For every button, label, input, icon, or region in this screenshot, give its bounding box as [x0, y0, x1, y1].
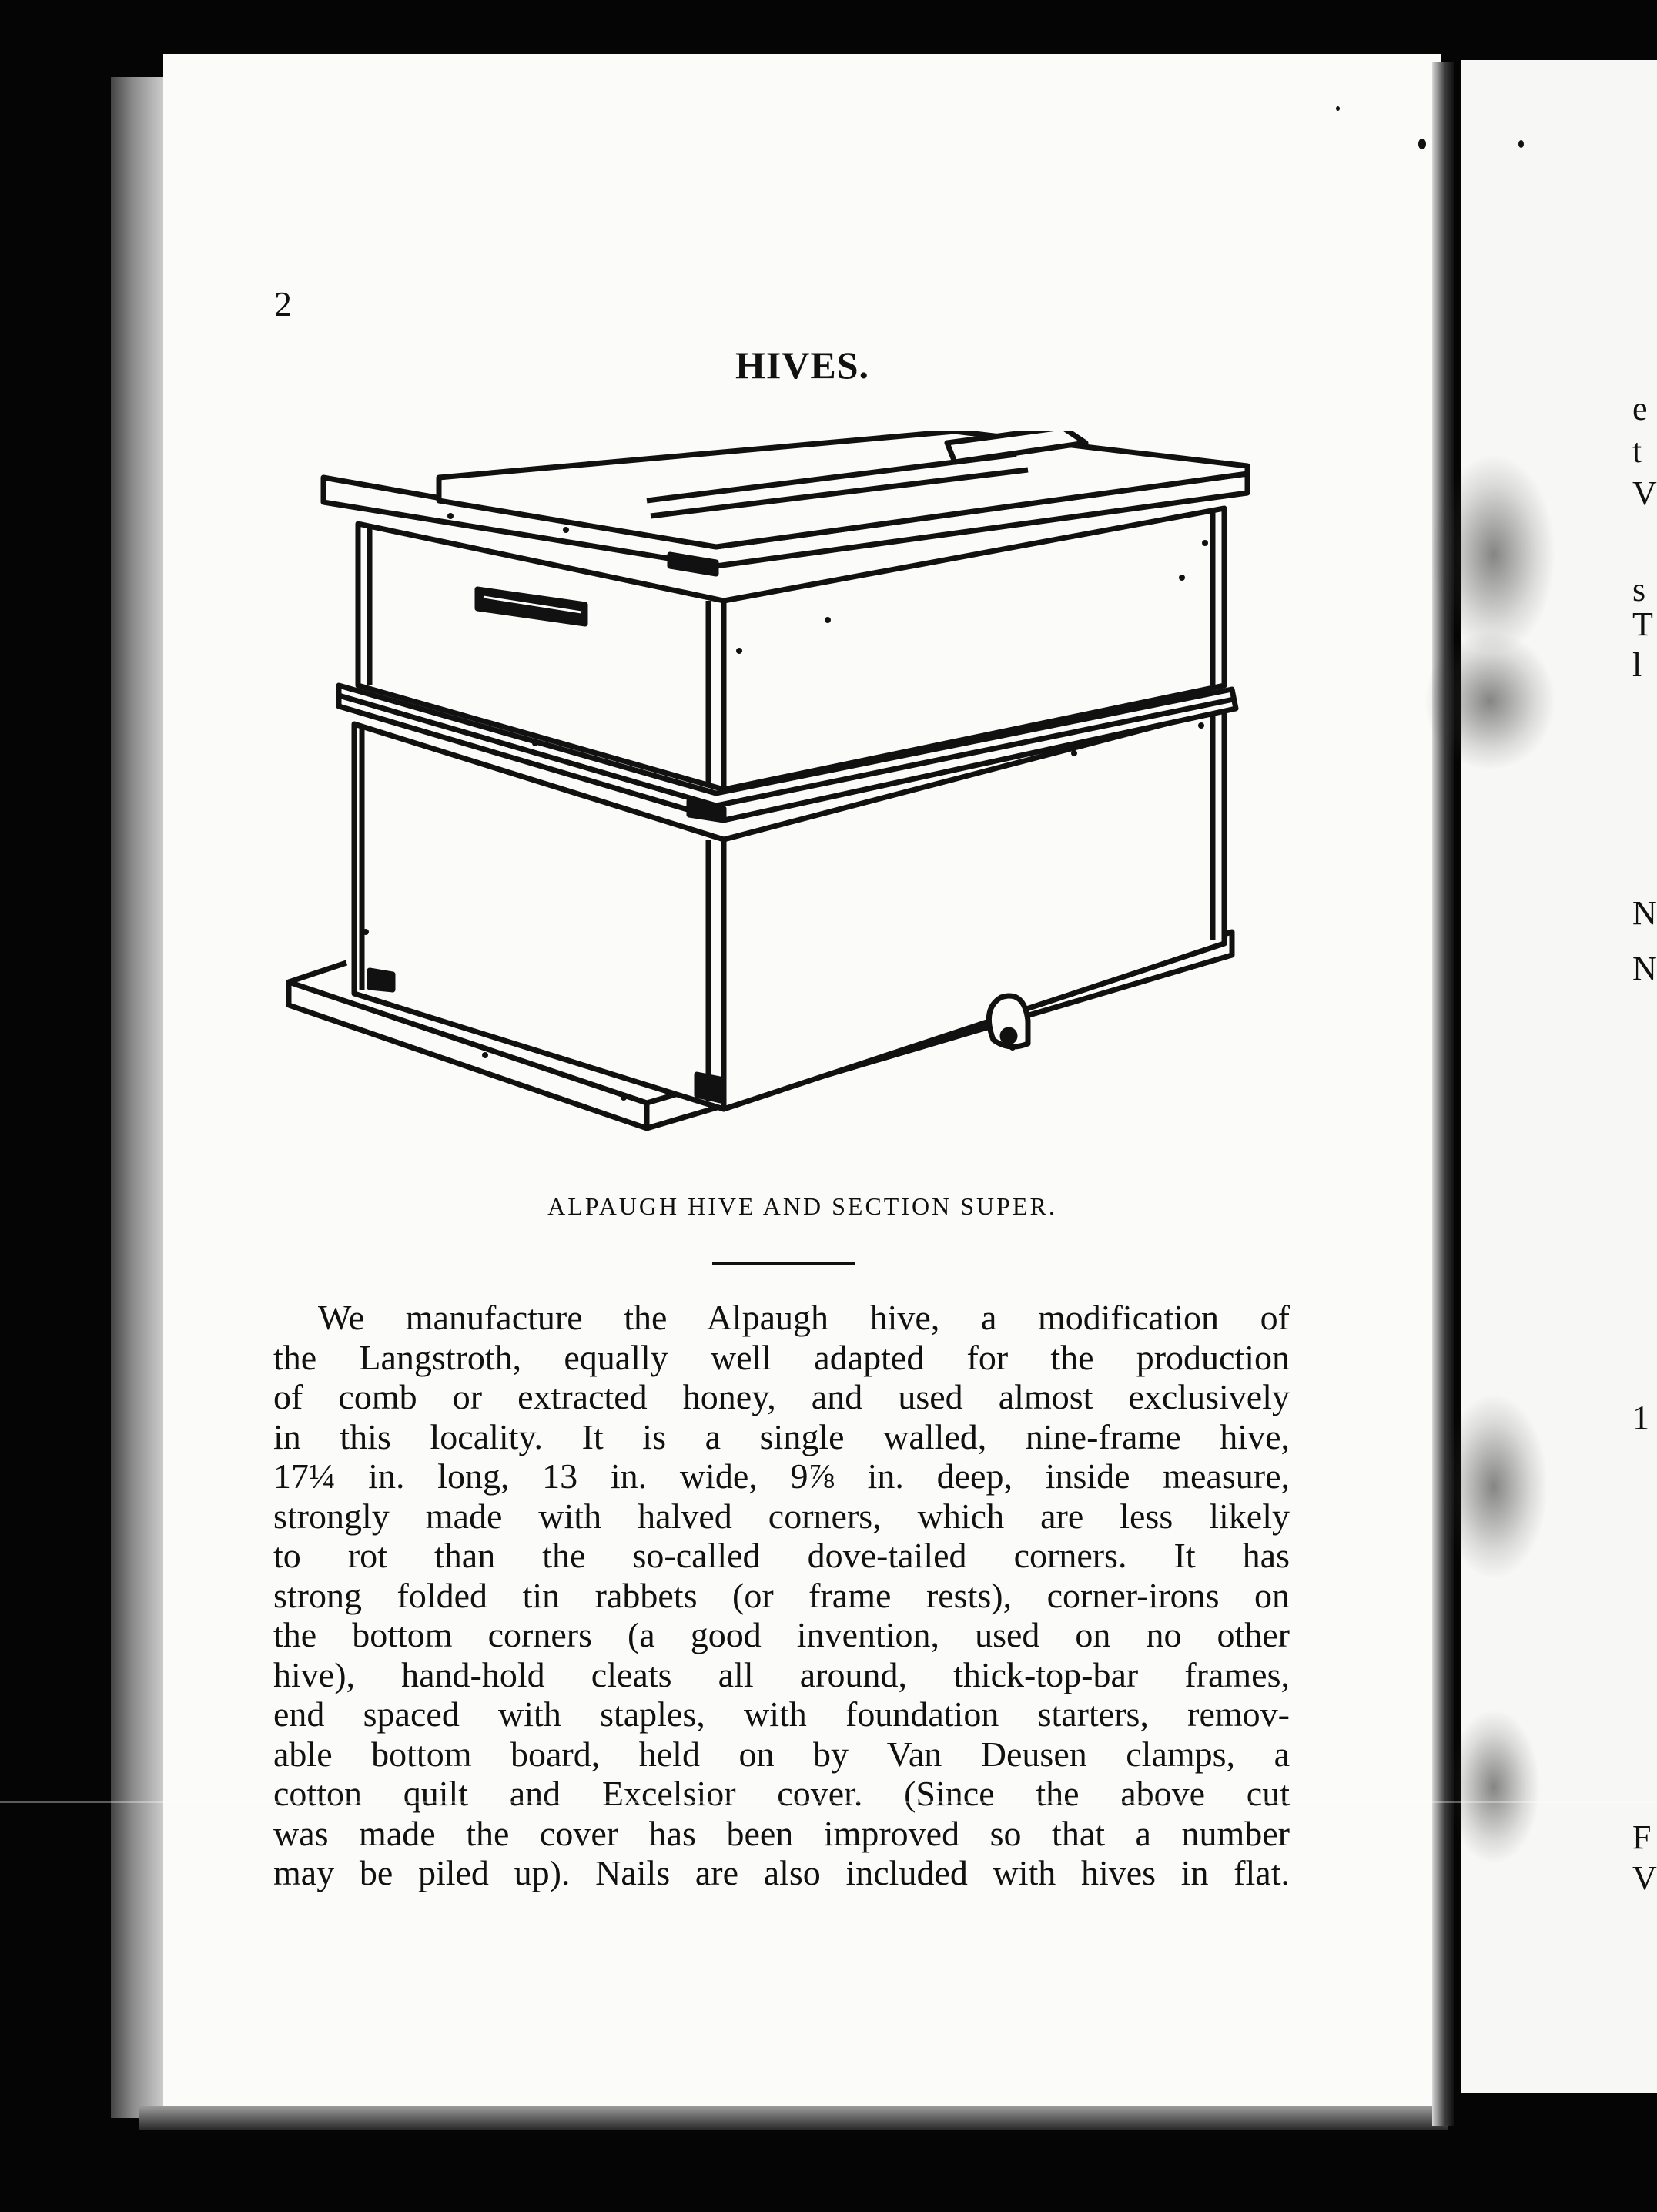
text-line: hive), hand-hold cleats all around, thick-top-bar frames, [273, 1654, 1290, 1694]
body-paragraph [273, 1298, 1290, 1893]
print-speck [1336, 106, 1340, 111]
text-line: end spaced with staples, with foundation starters, remov- [273, 1694, 1290, 1734]
next-page-fragment: e [1632, 390, 1648, 427]
page-left-shadow [111, 77, 165, 2118]
next-page-fragment: t [1632, 432, 1642, 470]
print-speck [1418, 139, 1426, 149]
next-page-fragment: F [1632, 1818, 1652, 1856]
text-line: 17¼ in. long, 13 in. wide, 9⅞ in. deep, inside measure, [273, 1456, 1290, 1496]
scan-artifact-line [0, 1801, 1657, 1803]
text-line: the bottom corners (a good invention, used on no other [273, 1615, 1290, 1654]
hive-illustration [285, 431, 1270, 1171]
ink-smudge [1424, 632, 1555, 770]
print-speck [1518, 140, 1524, 148]
next-page-fragment: V [1632, 474, 1657, 512]
text-line: strong folded tin rabbets (or frame rests), corner-irons on [273, 1575, 1290, 1615]
text-line: strongly made with halved corners, which are less likely [273, 1496, 1290, 1536]
next-page-fragment: N [1632, 894, 1657, 932]
text-line: the Langstroth, equally well adapted for the production [273, 1337, 1290, 1377]
text-line: cotton quilt and Excelsior cover. (Since the above cut [273, 1774, 1290, 1813]
figure-caption: ALPAUGH HIVE AND SECTION SUPER. [547, 1192, 1057, 1220]
ink-smudge [1448, 1710, 1540, 1864]
text-line: We manufacture the Alpaugh hive, a modification of [318, 1298, 1290, 1337]
text-line: was made the cover has been improved so that a number [273, 1813, 1290, 1853]
next-page-fragment: N [1632, 950, 1657, 987]
next-page-fragment: 1 [1632, 1399, 1649, 1436]
ink-smudge [1432, 454, 1555, 655]
page-number: 2 [274, 284, 292, 323]
text-line: in this locality. It is a single walled, nine-frame hive, [273, 1416, 1290, 1456]
next-page-fragment: s [1632, 571, 1646, 608]
next-page-fragment: l [1632, 646, 1642, 684]
next-page-fragment: V [1632, 1859, 1657, 1897]
page-bottom-shadow [139, 2106, 1448, 2130]
ink-smudge [1440, 1394, 1548, 1579]
next-page-fragment: T [1632, 605, 1653, 643]
text-line: may be piled up). Nails are also included with hives in flat. [273, 1853, 1290, 1892]
text-line: able bottom board, held on by Van Deusen clamps, a [273, 1734, 1290, 1774]
text-line: to rot than the so-called dove-tailed corners. It has [273, 1536, 1290, 1575]
text-line: of comb or extracted honey, and used almost exclusively [273, 1377, 1290, 1416]
section-divider [712, 1262, 855, 1265]
page-heading: HIVES. [735, 344, 870, 387]
